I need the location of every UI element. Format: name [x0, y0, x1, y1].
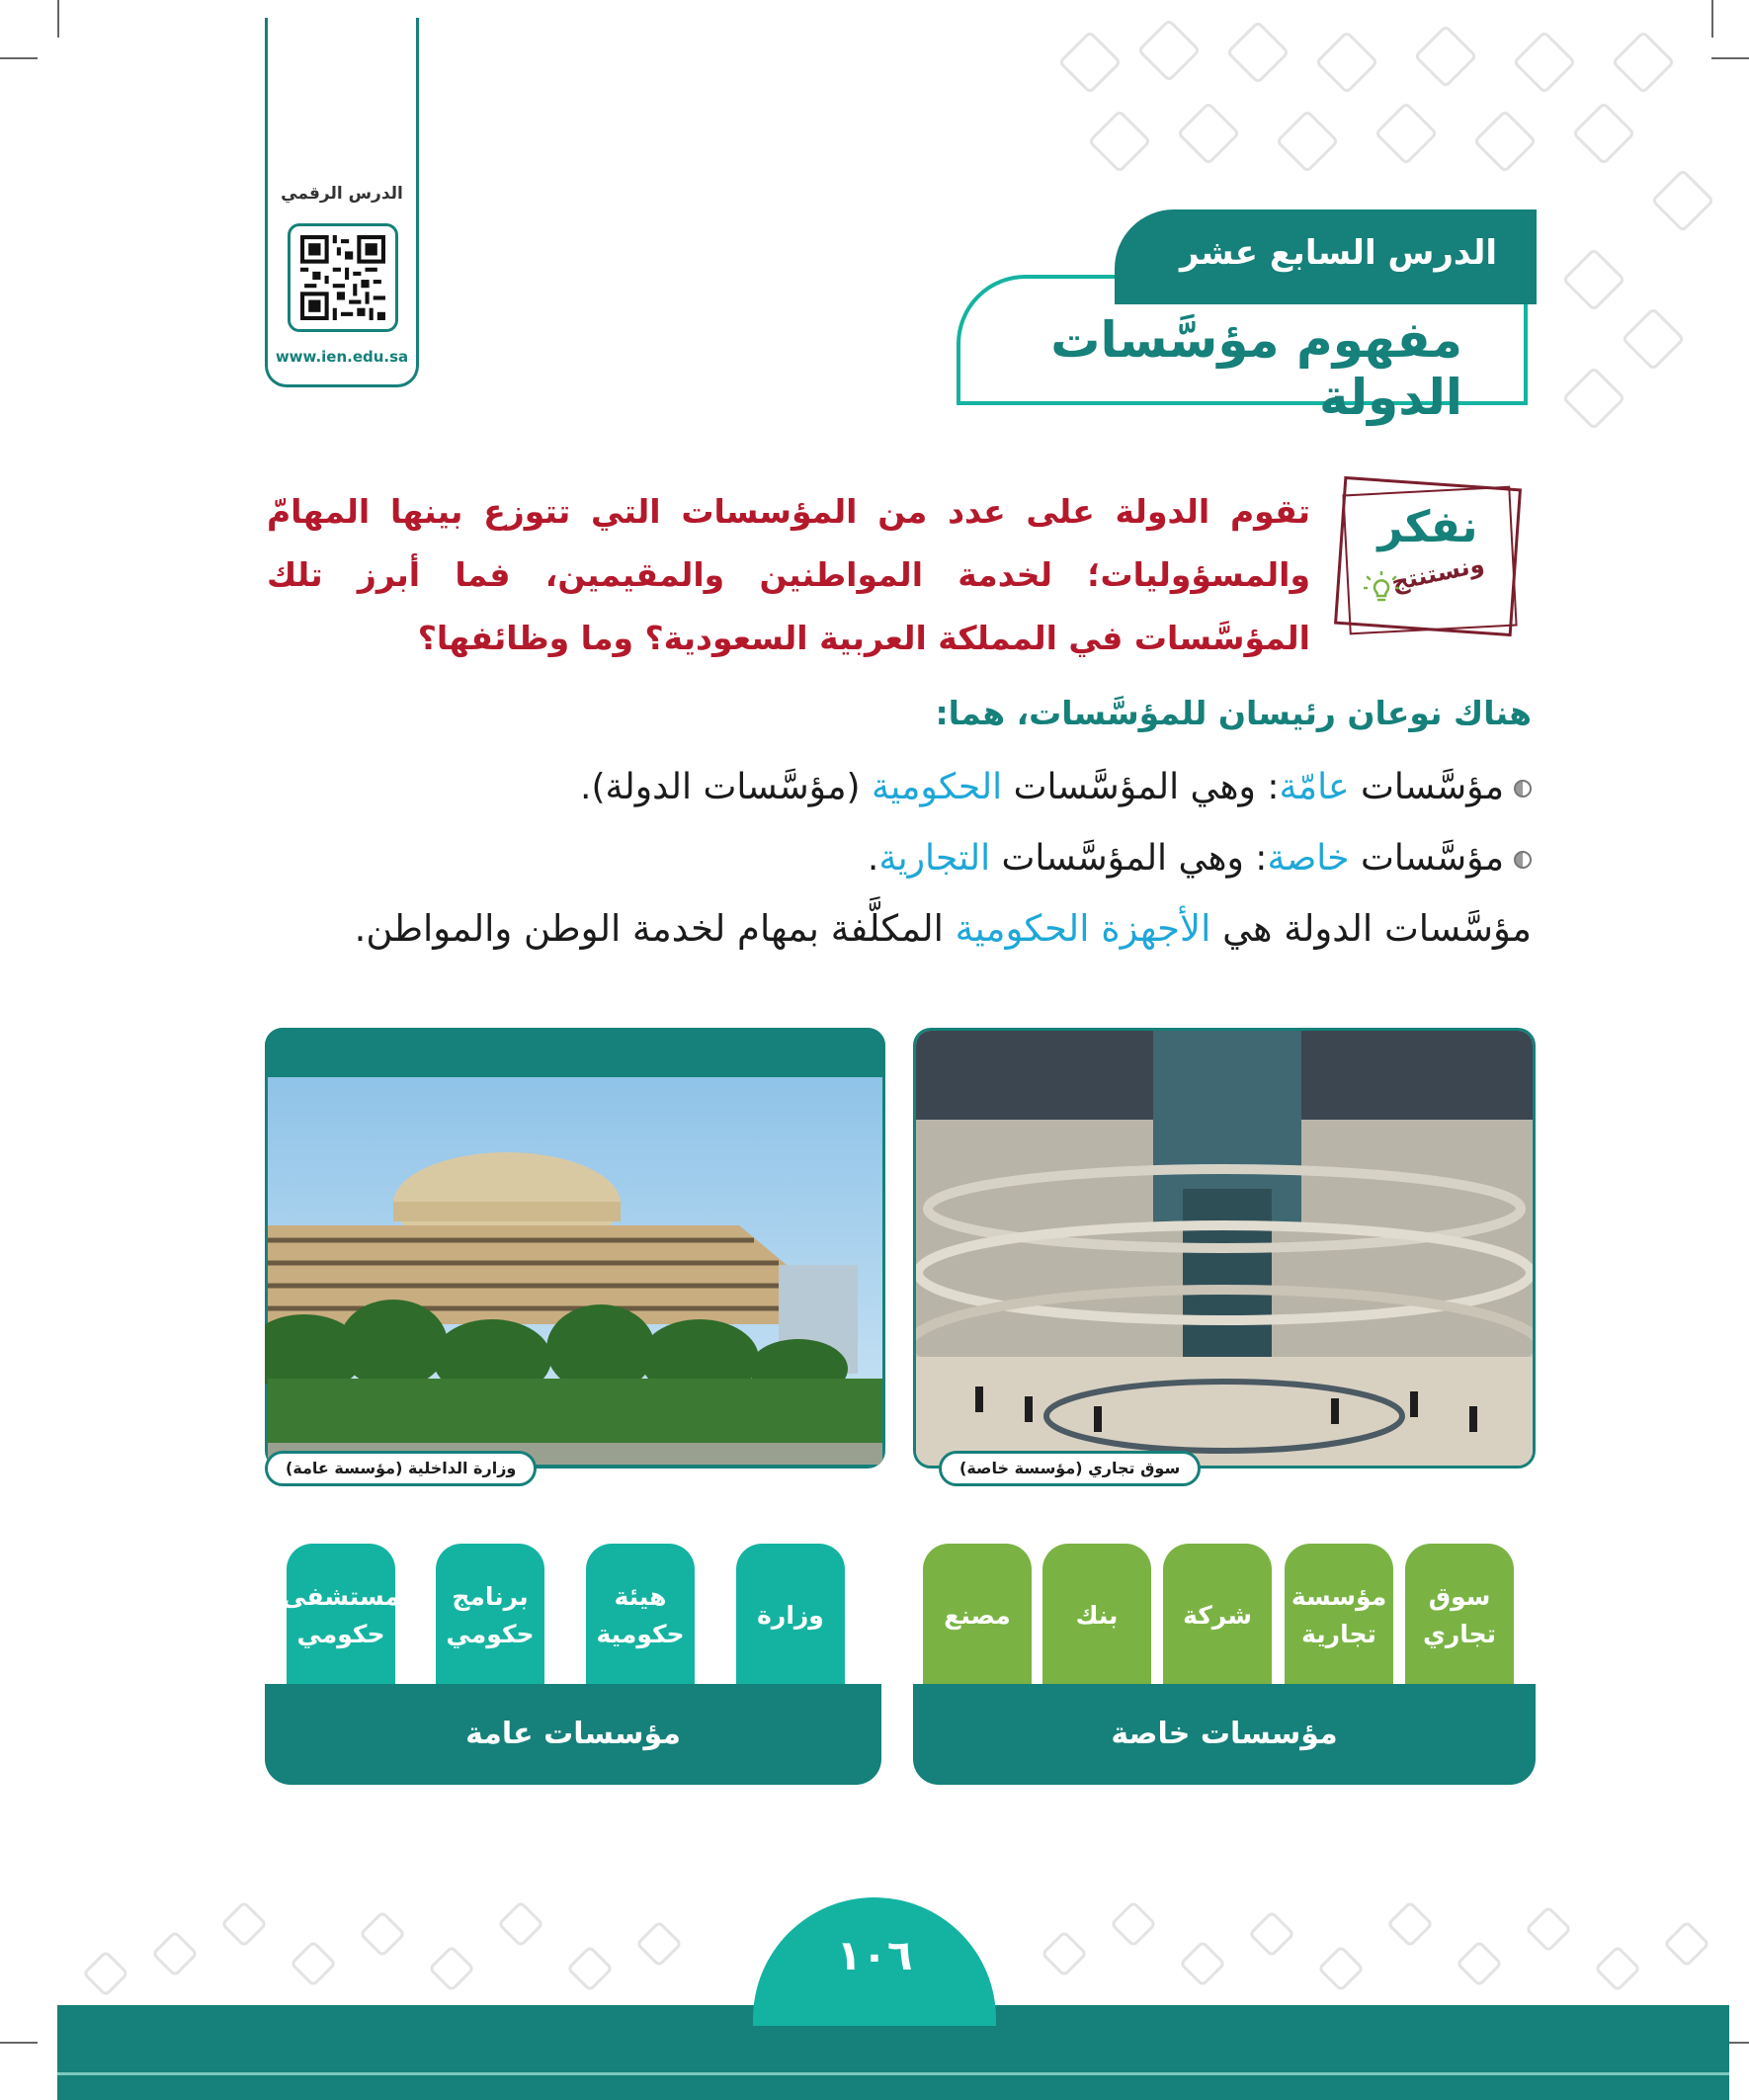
group-private-label: مؤسسات خاصة — [913, 1684, 1536, 1785]
bullet-icon — [1514, 780, 1532, 798]
page-number: ١٠٦ — [753, 1897, 996, 2026]
bullet-text: (مؤسَّسات الدولة). — [580, 767, 872, 807]
lightbulb-icon — [1364, 571, 1399, 607]
bullet-text: مؤسَّسات — [1349, 838, 1504, 879]
shopping-mall-image — [916, 1031, 1533, 1466]
crop-mark — [1711, 0, 1713, 38]
highlight-term: الأجهزة الحكومية — [955, 907, 1211, 950]
caption-mall: سوق تجاري (مؤسسة خاصة) — [939, 1451, 1201, 1486]
digital-lesson-url[interactable]: www.ien.edu.sa — [275, 348, 409, 366]
qr-code-icon — [299, 235, 386, 320]
tile-private-3: مؤسسة تجارية — [1285, 1544, 1393, 1687]
tile-private-4: سوق تجاري — [1405, 1544, 1514, 1687]
bullet-text: : وهي المؤسَّسات — [990, 838, 1268, 879]
ministry-building-image — [265, 1028, 885, 1469]
caption-ministry: وزارة الداخلية (مؤسسة عامة) — [265, 1451, 537, 1486]
bullet-text: : وهي المؤسَّسات — [1002, 767, 1280, 807]
photo-shopping-mall — [913, 1028, 1536, 1469]
tile-private-1: بنك — [1042, 1544, 1151, 1687]
bullet-text: مؤسَّسات — [1349, 767, 1504, 807]
qr-code[interactable] — [288, 223, 398, 332]
crop-mark — [1711, 57, 1749, 59]
definition-text: المكلَّفة بمهام لخدمة الوطن والمواطن. — [354, 907, 956, 950]
crop-mark — [0, 2042, 38, 2044]
bullet-icon — [1514, 851, 1532, 869]
highlight-term: عامّة — [1279, 767, 1350, 807]
tile-public-0: مستشفى حكومي — [287, 1544, 395, 1687]
digital-lesson-label: الدرس الرقمي — [281, 184, 403, 204]
photo-ministry-of-interior — [265, 1028, 885, 1469]
group-public-label: مؤسسات عامة — [265, 1684, 881, 1785]
digital-lesson-tab — [265, 18, 419, 387]
tile-public-3: وزارة — [736, 1544, 845, 1687]
tile-private-2: شركة — [1163, 1544, 1272, 1687]
highlight-term: الحكومية — [871, 767, 1003, 807]
footer-line — [57, 2072, 1729, 2075]
tile-public-1: برنامج حكومي — [436, 1544, 544, 1687]
crop-mark — [0, 57, 38, 59]
crop-mark — [57, 0, 59, 38]
section-lead: هناك نوعان رئيسان للمؤسَّسات، هما: — [935, 694, 1532, 732]
definition — [296, 907, 1532, 950]
definition-text: مؤسَّسات الدولة هي — [1210, 907, 1532, 950]
page-title: مفهوم مؤسَّسات الدولة — [1050, 311, 1462, 426]
bullet-private — [296, 838, 1532, 879]
lesson-number: الدرس السابع عشر — [1115, 210, 1537, 304]
tile-private-0: مصنع — [923, 1544, 1032, 1687]
think-badge-subtitle: ونستنتج — [1388, 549, 1487, 597]
highlight-term: التجارية — [878, 838, 991, 879]
highlight-term: خاصة — [1267, 838, 1350, 879]
bullet-public — [296, 767, 1532, 807]
tile-public-2: هيئة حكومية — [586, 1544, 695, 1687]
bullet-text: . — [867, 838, 879, 879]
think-question: تقوم الدولة على عدد من المؤسسات التي تتوزع بينها المهامّ والمسؤوليات؛ لخدمة المواطنين والمقيمين، فما أبرز تلك المؤسَّسات في المملكة العربية السعودية؟ وما وظائفها؟ — [267, 492, 1310, 657]
think-badge-title: نفكر — [1377, 502, 1478, 552]
